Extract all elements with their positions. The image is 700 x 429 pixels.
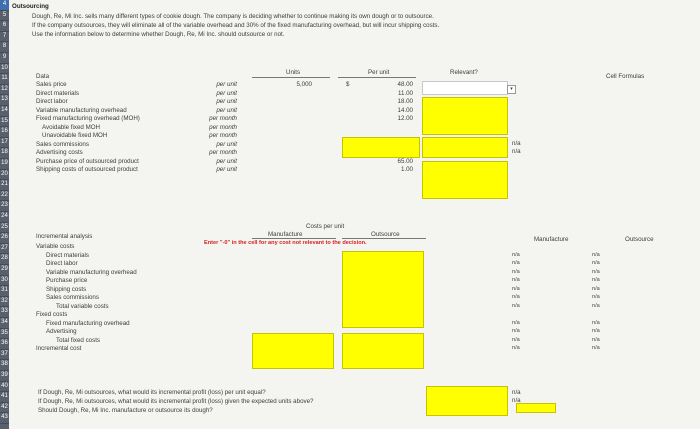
- data-row-label: Fixed manufacturing overhead (MOH): [36, 115, 140, 122]
- row-number[interactable]: 16: [0, 127, 9, 138]
- na-label: n/a: [592, 345, 600, 351]
- relevant-dropdown[interactable]: [422, 81, 513, 95]
- dollar-sign: $: [346, 81, 350, 88]
- row-number[interactable]: 32: [0, 297, 9, 308]
- na-label: n/a: [512, 260, 520, 266]
- row-number[interactable]: 33: [0, 307, 9, 318]
- row-number[interactable]: 25: [0, 223, 9, 234]
- data-row-basis: per unit: [216, 166, 237, 173]
- row-number[interactable]: 20: [0, 170, 9, 181]
- na-label: n/a: [512, 328, 520, 334]
- outsource-column-header: Outsource: [625, 236, 654, 243]
- cell-formulas-header: Cell Formulas: [606, 73, 645, 80]
- data-row-label: Sales commissions: [36, 140, 89, 148]
- incremental-row-label: Incremental cost: [36, 345, 82, 352]
- question-3: Should Dough, Re, Mi Inc. manufacture or outsource its dough?: [38, 407, 213, 414]
- na-label: n/a: [512, 277, 520, 283]
- row-number-gutter: [0, 0, 9, 429]
- na-label: n/a: [592, 277, 600, 283]
- data-row-basis: per unit: [216, 81, 237, 88]
- relevant-na-1: n/a: [512, 140, 521, 147]
- avoidable-moh-input[interactable]: [342, 137, 420, 158]
- row-number[interactable]: 15: [0, 117, 9, 128]
- row-number[interactable]: 5: [0, 11, 9, 22]
- chevron-down-icon[interactable]: ▾: [507, 85, 516, 94]
- intro-line-1: Dough, Re, Mi Inc. sells many different types of cookie dough. The company is deciding whether to continue making its own dough or to outsource.: [32, 13, 434, 20]
- outsource-underline: [342, 238, 426, 239]
- per-unit-header: Per unit: [368, 69, 390, 76]
- na-label: n/a: [512, 336, 520, 343]
- row-number[interactable]: 10: [0, 64, 9, 75]
- row-number[interactable]: 13: [0, 95, 9, 106]
- question-na-1: n/a: [512, 389, 521, 396]
- data-row-label: Purchase price of outsourced product: [36, 157, 139, 165]
- data-row-basis: per unit: [216, 98, 237, 105]
- data-row-label: Shipping costs of outsourced product: [36, 166, 138, 173]
- data-row-basis: per unit: [216, 157, 237, 165]
- data-row-basis: per month: [209, 115, 237, 122]
- data-row-label: Direct materials: [36, 89, 79, 97]
- data-header: Data: [36, 73, 50, 80]
- relevant-input-block-2[interactable]: [422, 161, 508, 199]
- data-row-basis: per unit: [216, 89, 237, 97]
- outsource-fixed-cost-inputs[interactable]: [342, 333, 424, 369]
- data-row-label: Direct labor: [36, 98, 68, 105]
- data-row-label: Avoidable fixed MOH: [42, 123, 101, 131]
- row-number[interactable]: 11: [0, 74, 9, 85]
- row-number[interactable]: 38: [0, 360, 9, 371]
- row-number[interactable]: 34: [0, 318, 9, 329]
- manufacture-underline: [252, 238, 336, 239]
- section-title: Outsourcing: [12, 3, 49, 10]
- incremental-row-label: Variable manufacturing overhead: [46, 268, 137, 276]
- row-number[interactable]: 12: [0, 85, 9, 96]
- per-unit-value[interactable]: 65.00: [397, 157, 413, 165]
- row-number[interactable]: 21: [0, 180, 9, 191]
- incremental-row-label: Total variable costs: [56, 302, 109, 310]
- data-row-basis: per month: [209, 149, 237, 156]
- row-number[interactable]: 35: [0, 329, 9, 340]
- row-number[interactable]: 8: [0, 42, 9, 53]
- na-label: n/a: [592, 336, 600, 343]
- relevant-header: Relevant?: [450, 69, 478, 76]
- data-row-basis: per month: [209, 132, 237, 139]
- question-1: If Dough, Re, Mi outsources, what would its incremental profit (loss) per unit equal?: [38, 389, 266, 396]
- row-number[interactable]: 37: [0, 350, 9, 361]
- row-number[interactable]: 41: [0, 392, 9, 403]
- intro-line-3: Use the information below to determine whether Dough, Re, Mi Inc. should outsource or not.: [32, 31, 285, 38]
- manufacture-column-header: Manufacture: [534, 236, 569, 243]
- incremental-row-label: Total fixed costs: [56, 336, 101, 344]
- incremental-row-label: Purchase price: [46, 277, 88, 284]
- row-number[interactable]: 29: [0, 265, 9, 276]
- incremental-analysis-header: Incremental analysis: [36, 233, 93, 240]
- na-label: n/a: [592, 319, 600, 326]
- row-number[interactable]: 30: [0, 276, 9, 287]
- na-label: n/a: [592, 268, 600, 275]
- per-unit-underline: [338, 77, 416, 78]
- per-unit-value[interactable]: 11.00: [397, 89, 413, 97]
- row-number[interactable]: 18: [0, 148, 9, 159]
- per-unit-value[interactable]: 1.00: [400, 166, 413, 173]
- incremental-row-label: Direct materials: [46, 251, 89, 259]
- row-number[interactable]: 39: [0, 371, 9, 382]
- incremental-row-label: Fixed costs: [36, 311, 68, 318]
- row-number[interactable]: 7: [0, 32, 9, 43]
- per-unit-value[interactable]: 18.00: [397, 98, 413, 105]
- row-number[interactable]: 6: [0, 21, 9, 32]
- na-label: n/a: [512, 268, 520, 275]
- na-label: n/a: [592, 302, 600, 309]
- row-number[interactable]: 42: [0, 403, 9, 414]
- row-number[interactable]: 22: [0, 191, 9, 202]
- incremental-row-label: Shipping costs: [46, 285, 87, 293]
- na-label: n/a: [592, 260, 600, 266]
- row-number[interactable]: 31: [0, 286, 9, 297]
- row-number[interactable]: 27: [0, 244, 9, 255]
- relevant-na-2: n/a: [512, 148, 521, 155]
- incremental-row-label: Fixed manufacturing overhead: [46, 319, 130, 327]
- units-value[interactable]: 5,000: [296, 81, 312, 88]
- incremental-row-label: Variable costs: [36, 243, 75, 250]
- row-number[interactable]: 19: [0, 159, 9, 170]
- per-unit-value[interactable]: 14.00: [397, 106, 413, 114]
- relevant-avoidable-input[interactable]: [422, 137, 508, 158]
- data-row-basis: per unit: [216, 140, 237, 148]
- manufacture-fixed-cost-inputs[interactable]: [252, 333, 334, 369]
- row-number[interactable]: 14: [0, 106, 9, 117]
- units-header: Units: [286, 69, 301, 76]
- manufacture-subheader: Manufacture: [268, 231, 303, 238]
- na-label: n/a: [592, 328, 600, 334]
- row-number[interactable]: 26: [0, 233, 9, 244]
- answer-decision-input[interactable]: [516, 403, 556, 413]
- na-label: n/a: [592, 285, 600, 292]
- relevant-input-block[interactable]: [422, 97, 508, 135]
- incremental-row-label: Direct labor: [46, 260, 78, 267]
- row-number[interactable]: 28: [0, 254, 9, 265]
- answer-profit-inputs[interactable]: [426, 386, 508, 416]
- na-label: n/a: [512, 319, 520, 326]
- row-number[interactable]: 9: [0, 53, 9, 64]
- data-row-label: Advertising costs: [36, 149, 83, 156]
- na-label: n/a: [512, 251, 520, 258]
- data-row-label: Sales price: [36, 81, 67, 88]
- data-row-label: Unavoidable fixed MOH: [42, 132, 108, 139]
- question-2: If Dough, Re, Mi outsources, what would its incremental profit (loss) given the expected units above?: [38, 398, 314, 405]
- row-number[interactable]: 23: [0, 201, 9, 212]
- row-number[interactable]: 24: [0, 212, 9, 223]
- outsource-subheader: Outsource: [371, 231, 400, 238]
- question-na-2: n/a: [512, 397, 521, 404]
- per-unit-value[interactable]: 48.00: [397, 81, 413, 88]
- row-number[interactable]: 40: [0, 382, 9, 393]
- na-label: n/a: [512, 345, 520, 351]
- data-row-label: Variable manufacturing overhead: [36, 106, 127, 114]
- intro-line-2: If the company outsources, they will eliminate all of the variable overhead and 30% of the fixed manufacturing overhead, but will incur shipping costs.: [32, 22, 440, 29]
- incremental-row-label: Sales commissions: [46, 294, 99, 301]
- na-label: n/a: [512, 302, 520, 309]
- outsource-variable-cost-inputs[interactable]: [342, 251, 424, 328]
- row-number[interactable]: 4: [0, 0, 9, 11]
- per-unit-value[interactable]: 12.00: [397, 115, 413, 122]
- na-label: n/a: [592, 294, 600, 300]
- incremental-row-label: Advertising: [46, 328, 77, 335]
- data-row-basis: per unit: [216, 106, 237, 114]
- data-row-basis: per month: [209, 123, 237, 131]
- na-label: n/a: [512, 285, 520, 292]
- row-number[interactable]: 36: [0, 339, 9, 350]
- instruction-text: Enter "-0" in the cell for any cost not relevant to the decision.: [204, 240, 367, 246]
- row-number[interactable]: 17: [0, 138, 9, 149]
- na-label: n/a: [512, 294, 520, 300]
- units-underline: [252, 77, 330, 78]
- na-label: n/a: [592, 251, 600, 258]
- row-number[interactable]: 43: [0, 413, 9, 424]
- costs-per-unit-header: Costs per unit: [306, 223, 345, 230]
